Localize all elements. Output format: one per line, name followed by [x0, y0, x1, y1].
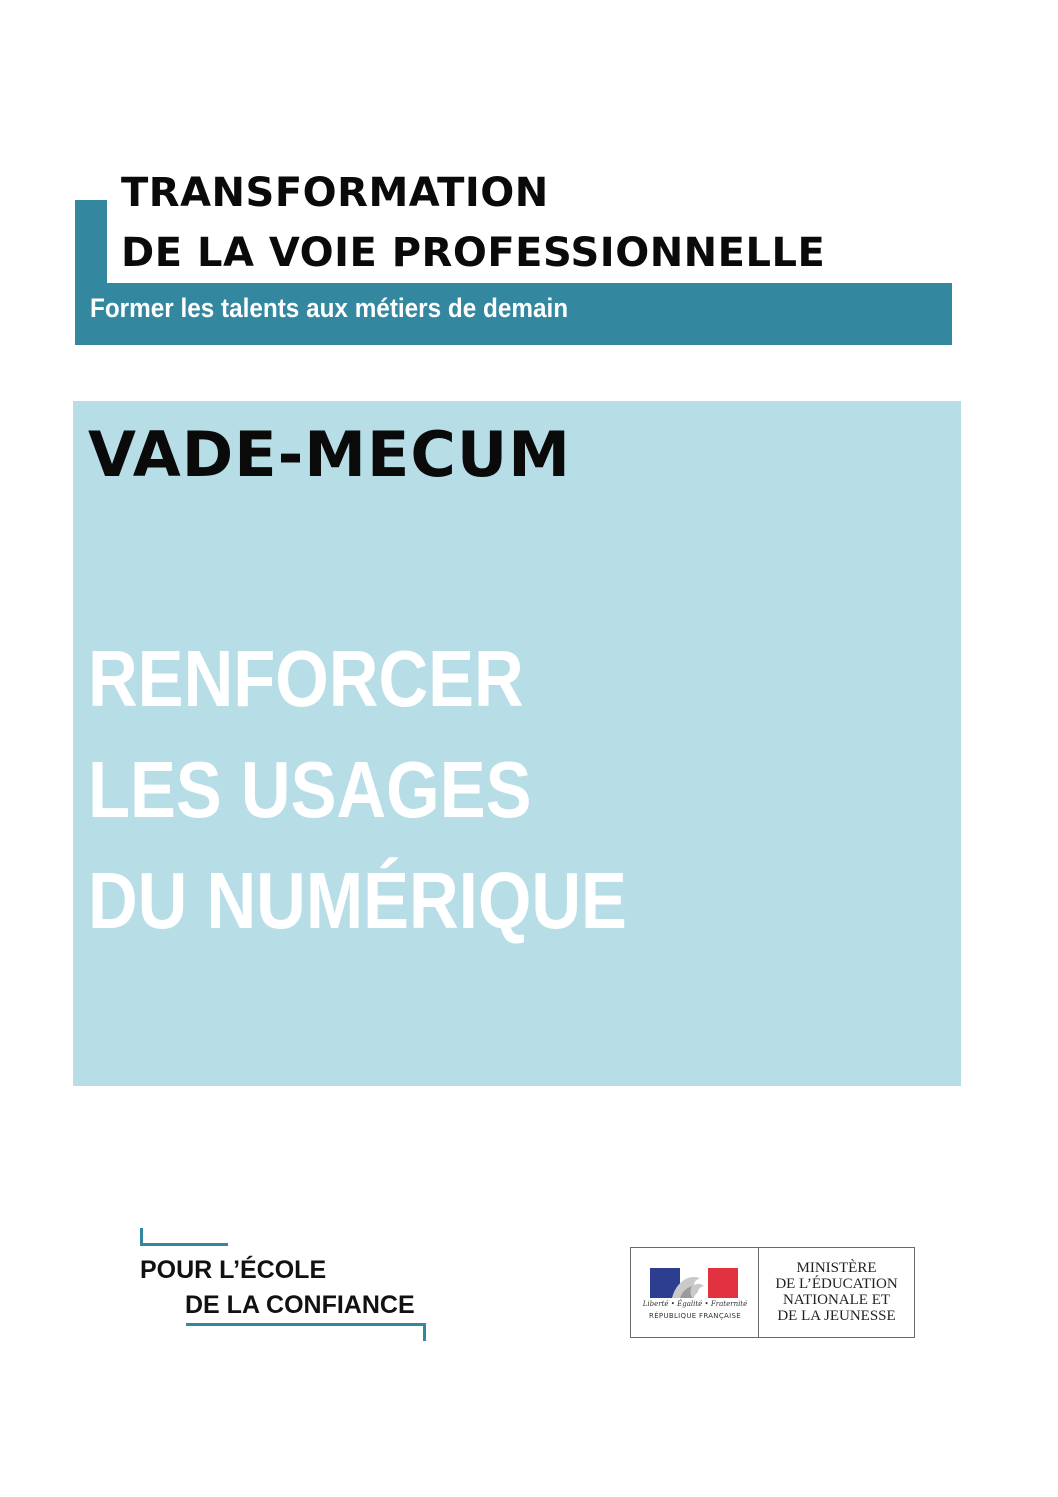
republic-motto: Liberté • Égalité • Fraternité [642, 1300, 748, 1308]
document-title-line-2: LES USAGES [88, 745, 532, 834]
document-title-line-1: RENFORCER [88, 634, 524, 723]
header-subtitle: Former les talents aux métiers de demain [90, 293, 569, 323]
slogan-bracket-top [140, 1228, 228, 1246]
slogan-bracket-bottom [186, 1323, 426, 1341]
slogan-block [140, 1228, 430, 1343]
republic-name: RÉPUBLIQUE FRANÇAISE [649, 1312, 741, 1320]
ministry-name [759, 1260, 914, 1324]
slogan-line-1: POUR L’ÉCOLE [140, 1256, 327, 1284]
header-accent-bar [75, 200, 107, 288]
ministry-name-line-4: DE LA JEUNESSE [777, 1308, 896, 1324]
ministry-name-line-2: DE L’ÉDUCATION [775, 1276, 898, 1292]
document-type: VADE-MECUM [88, 418, 571, 491]
ministry-name-line-1: MINISTÈRE [796, 1260, 877, 1276]
marianne-logo [631, 1248, 759, 1337]
header-title [121, 163, 825, 283]
marianne-flag-icon [650, 1268, 738, 1298]
header-title-line-1: TRANSFORMATION [121, 170, 549, 216]
ministry-logo [630, 1247, 915, 1338]
main-title-box [73, 401, 961, 1086]
header-title-line-2: DE LA VOIE PROFESSIONNELLE [121, 230, 826, 276]
document-title [88, 623, 627, 956]
ministry-name-line-3: NATIONALE ET [782, 1292, 891, 1308]
header-subtitle-band [75, 283, 952, 345]
document-title-line-3: DU NUMÉRIQUE [88, 856, 627, 945]
slogan-line-2: DE LA CONFIANCE [185, 1291, 415, 1319]
